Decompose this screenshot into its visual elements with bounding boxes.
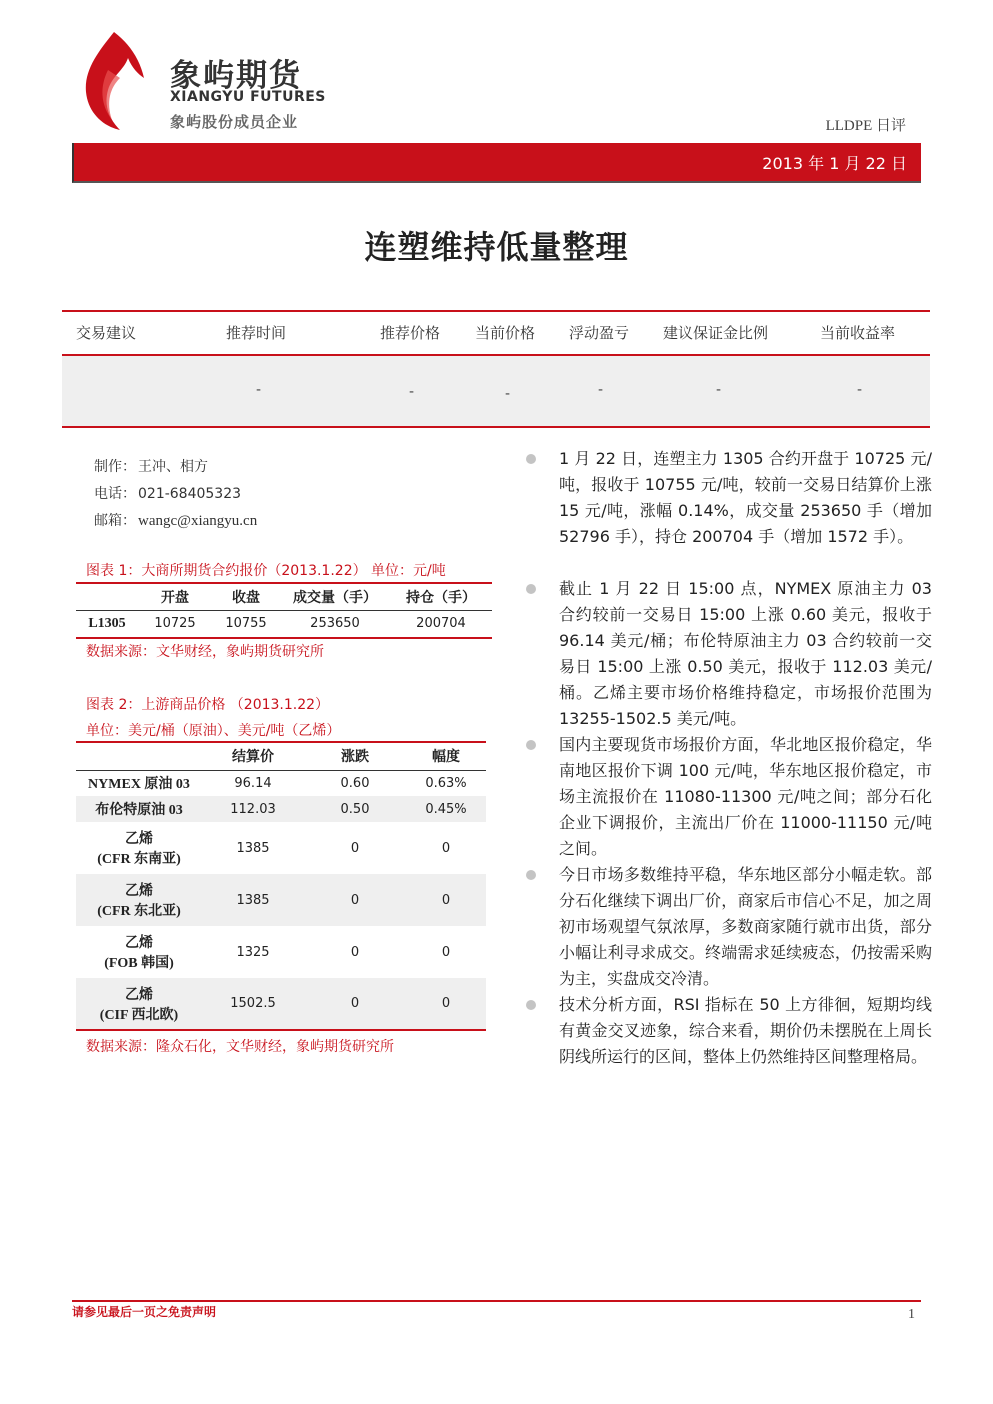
date-banner [72,143,921,183]
pct-cell: 0 [406,978,486,1030]
pct-cell: 0 [441,944,451,960]
commodity-name: 乙烯 [125,936,153,951]
settle-cell: 1325 [236,944,270,960]
commodity-market: (CIF 西北欧) [99,1007,179,1023]
settle-cell: 1385 [236,840,270,856]
col-header: 持仓（手） [406,589,476,606]
footer-rule [72,1300,921,1302]
page-number: 1 [908,1307,915,1322]
commodity-market: (CFR 东南亚) [97,852,181,867]
table-row [76,978,486,1030]
pct-cell: 0.45% [406,796,486,822]
col-header [76,742,202,770]
phone-label: 电话： [94,486,136,502]
col-header: 涨跌 [341,749,369,766]
brand-name-en: XIANGYU FUTURES [170,89,326,105]
disclaimer-note[interactable]: 请参见最后一页之免责声明 [72,1305,217,1319]
commentary-paragraph: 国内主要现货市场报价方面，华北地区报价稳定，华南地区报价下调 100 元/吨，华东地区报价稳定，市场主流报价在 11080-11300 元/吨之间；部分石化企业下调报价，主流出厂价在 11000-11150 元/吨之间。 [559,735,932,858]
commodity-name: 乙烯 [125,987,153,1003]
email-link[interactable]: wangc@xiangyu.cn [138,513,258,529]
advice-value: - [409,384,415,400]
col-header [76,583,138,610]
author-label: 制作： [94,459,136,475]
futures-quote-table [76,582,492,639]
contract-cell: L1305 [88,615,126,631]
pct-cell: 0.63% [425,775,467,791]
open-interest-cell: 200704 [416,616,466,632]
logo-flame-icon [78,30,148,132]
commentary-paragraph: 1 月 22 日，连塑主力 1305 合约开盘于 10725 元/吨，报收于 10755 元/吨，较前一交易日结算价上涨 15 元/吨，涨幅 0.14%，成交量 253650 手（增加 52796 手），持仓 200704 手（增加 1572 手）。 [559,449,932,546]
bullet-icon [526,740,536,750]
commodity-cell: 布伦特原油 03 [76,796,202,822]
change-cell: 0 [304,978,406,1030]
advice-header: 建议保证金比例 [663,324,769,342]
commodity-cell [76,874,202,926]
commodity-market: (CFR 东北亚) [97,904,181,919]
table-row [76,610,492,638]
email-label: 邮箱： [94,513,136,529]
settle-cell: 96.14 [234,775,272,791]
advice-table [62,310,930,428]
upstream-price-table [76,741,486,1031]
commodity-cell [76,822,202,874]
col-header: 成交量（手） [293,589,377,606]
col-header: 结算价 [232,749,274,766]
bullet-icon [526,870,536,880]
figure1-caption: 图表 1：大商所期货合约报价（2013.1.22） 单位：元/吨 [86,563,446,579]
advice-bottom-rule [62,426,930,428]
email-line [94,510,257,530]
figure2-unit: 单位：美元/桶（原油）、美元/吨（乙烯） [86,723,341,739]
col-header: 幅度 [432,749,460,766]
advice-value: - [598,382,604,398]
change-cell: 0.50 [304,796,406,822]
advice-header: 推荐时间 [226,324,287,342]
commentary-paragraph: 技术分析方面，RSI 指标在 50 上方徘徊，短期均线有黄金交叉迹象，综合来看，期价仍未摆脱在上周长阴线所运行的区间，整体上仍然维持区间整理格局。 [559,995,932,1066]
open-cell: 10725 [154,616,196,632]
report-date: 2013 年 1 月 22 日 [762,154,907,173]
advice-value: - [256,382,262,398]
volume-cell: 253650 [310,616,360,632]
pct-cell: 0 [406,874,486,926]
table-row [76,796,486,822]
change-cell: 0 [304,874,406,926]
settle-cell: 1502.5 [202,978,304,1030]
author-value: 王冲、相方 [138,459,208,475]
advice-header: 浮动盈亏 [569,324,630,342]
pct-cell: 0 [441,840,451,856]
commentary-paragraph: 今日市场多数维持平稳，华东地区部分小幅走软。部分石化继续下调出厂价，商家后市信心不足，加之周初市场观望气氛浓厚，多数商家随行就市出货，部分小幅让利寻求成交。终端需求延续疲态，仍按需采购为主，实盘成交冷清。 [559,865,932,988]
close-cell: 10755 [225,616,267,632]
bullet-icon [526,454,536,464]
advice-value: - [857,382,863,398]
change-cell: 0 [350,944,360,960]
figure2-caption: 图表 2：上游商品价格 （2013.1.22） [86,697,330,713]
bullet-icon [526,584,536,594]
advice-top-rule [62,310,930,312]
brand-name-cn: 象屿期货 [170,58,302,94]
commodity-name: 乙烯 [125,832,153,847]
advice-header: 当前价格 [475,324,536,342]
table-row [76,926,486,978]
commentary-paragraph: 截止 1 月 22 日 15:00 点，NYMEX 原油主力 03 合约较前一交易日 15:00 上涨 0.60 美元，报收于 96.14 美元/桶；布伦特原油主力 03 合约较前一交易日 15:00 上涨 0.50 美元，报收于 112.03 美元/桶。乙烯主要市场价格维持稳定，市场报价范围为 13255-1502.5 美元/吨。 [559,579,932,728]
col-header: 开盘 [161,589,189,606]
figure1-source: 数据来源：文华财经，象屿期货研究所 [86,644,324,660]
table-row [76,822,486,874]
table-row [76,770,486,796]
advice-value: - [716,382,722,398]
figure2-source: 数据来源：隆众石化，文华财经，象屿期货研究所 [86,1039,394,1055]
commodity-market: (FOB 韩国) [104,956,174,971]
phone-line [94,483,241,503]
commodity-name: 乙烯 [125,884,153,899]
settle-cell: 112.03 [202,796,304,822]
advice-header: 当前收益率 [820,324,896,342]
settle-cell: 1385 [202,874,304,926]
advice-value: - [505,386,511,402]
advice-header: 交易建议 [76,324,137,342]
change-cell: 0.60 [340,775,370,791]
commodity-cell [76,926,202,978]
commodity-cell: NYMEX 原油 03 [88,777,190,793]
phone-value: 021-68405323 [138,486,242,502]
bullet-icon [526,1000,536,1010]
advice-value-band [62,356,930,426]
change-cell: 0 [350,840,360,856]
advice-header: 推荐价格 [380,324,441,342]
col-header: 收盘 [232,589,260,606]
table-row [76,874,486,926]
author-line [94,456,208,476]
page-title: 连塑维持低量整理 [364,228,629,266]
report-type: LLDPE 日评 [825,118,906,134]
brand-subtitle: 象屿股份成员企业 [170,113,299,131]
commodity-cell [76,978,202,1030]
